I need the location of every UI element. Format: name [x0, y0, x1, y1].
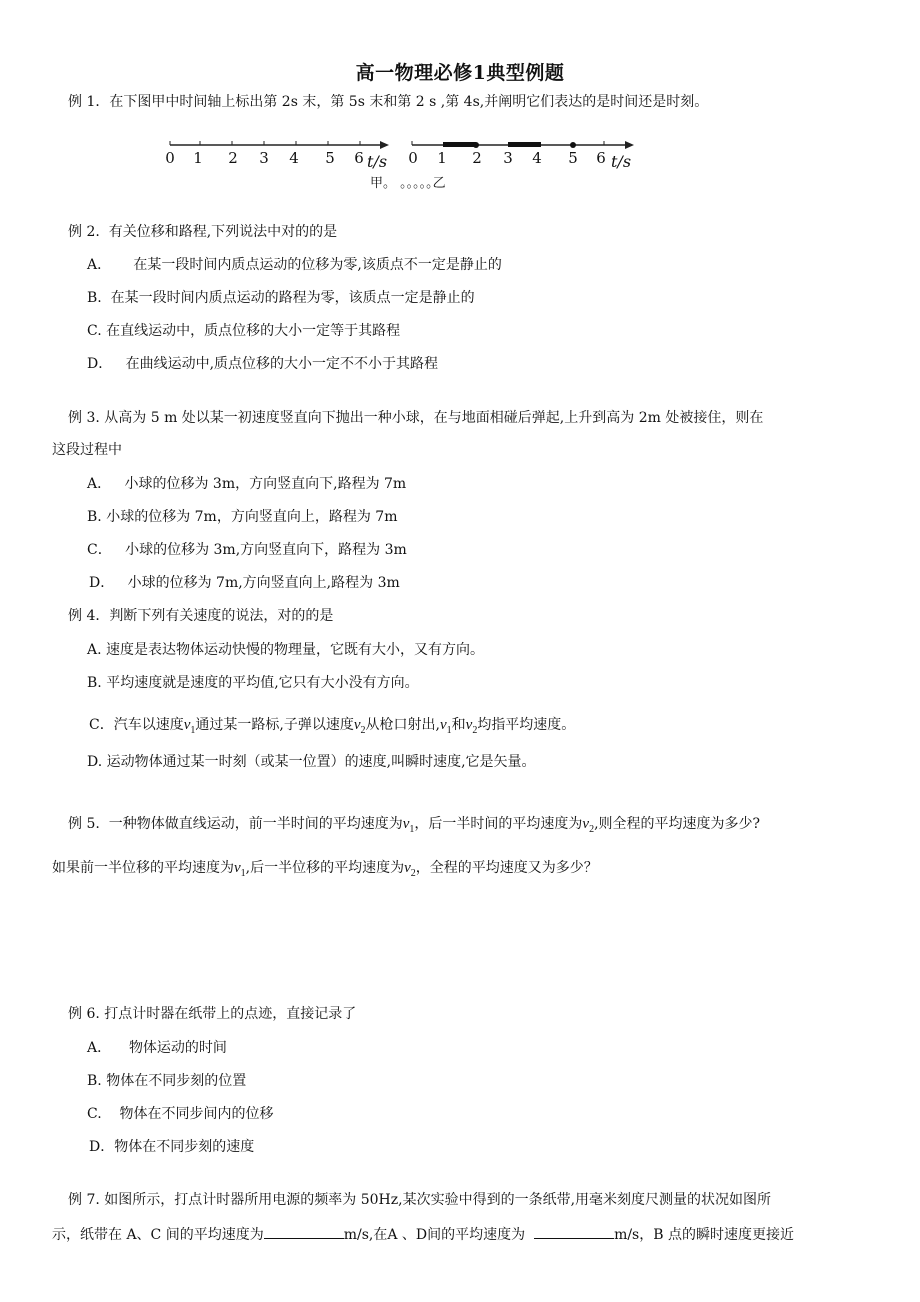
svg-text:6: 6 — [596, 149, 606, 167]
svg-text:5: 5 — [325, 149, 335, 167]
option-label: B. — [87, 509, 102, 525]
text-run: 通过某一路标,子弹以速度 — [195, 717, 354, 733]
answer-blank-ad[interactable] — [534, 1224, 614, 1239]
v1-symbol: $v_1$ — [234, 860, 246, 879]
answer-blank-ac[interactable] — [264, 1224, 344, 1239]
option-text: 在某一段时间内质点运动的位移为零,该质点不一定是静止的 — [133, 257, 502, 273]
text-run: 一种物体做直线运动，前一半时间的平均速度为 — [108, 816, 403, 832]
option-text: 物体运动的时间 — [128, 1040, 227, 1056]
option-text: 物体在不同步刻的速度 — [114, 1139, 255, 1155]
v2-symbol: $v_2$ — [353, 717, 366, 736]
svg-text:6: 6 — [354, 149, 364, 167]
v2-symbol: $v_2$ — [465, 717, 478, 736]
example-prefix: 例 1． — [68, 94, 110, 110]
example-text: 打点计时器在纸带上的点迹，直接记录了 — [104, 1006, 357, 1022]
example-2-question — [68, 222, 337, 242]
example-5-question — [68, 814, 760, 840]
option-label: B. — [87, 675, 102, 691]
example-prefix: 例 3. — [68, 410, 100, 426]
timeline-axes-svg — [160, 130, 660, 175]
option-text: 在直线运动中，质点位移的大小一定等于其路程 — [106, 323, 401, 339]
option-label: A． — [87, 476, 112, 492]
text-run: 和 — [451, 717, 466, 733]
text-run: m/s，B 点的瞬时速度更接近 — [614, 1227, 794, 1243]
option-text: 物体在不同步间内的位移 — [119, 1106, 274, 1122]
option-label: C. — [87, 1106, 102, 1122]
svg-text:2: 2 — [472, 149, 482, 167]
option-label: C． — [87, 542, 112, 558]
example-7-question-cont — [52, 1224, 794, 1245]
option-label: D． — [89, 575, 115, 591]
v2-symbol: $v_2$ — [404, 860, 416, 879]
option-label: A． — [87, 257, 112, 273]
text-run: ,则全程的平均速度为多少? — [594, 816, 761, 832]
text-run: 从枪口射出, — [365, 717, 440, 733]
option-label: B. — [87, 290, 102, 306]
text-run: m/s,在A 、D间的平均速度为 — [343, 1227, 526, 1243]
example-6-question — [68, 1004, 356, 1024]
example-text: 从高为 5 m 处以某一初速度竖直向下抛出一种小球，在与地面相碰后弹起,上升到高为 2m 处被接住，则在 — [104, 410, 764, 426]
option-label: B. — [87, 1073, 102, 1089]
option-label: C． — [89, 717, 114, 733]
example-3-option-d — [89, 573, 400, 593]
svg-text:3: 3 — [503, 149, 513, 167]
example-3-option-a — [87, 474, 406, 494]
example-6-option-c — [87, 1104, 273, 1124]
example-6-option-b — [87, 1071, 246, 1091]
option-text: 小球的位移为 7m，方向竖直向上，路程为 7m — [106, 509, 398, 525]
option-text: 在某一段时间内质点运动的路程为零，该质点一定是静止的 — [110, 290, 475, 306]
option-text: 运动物体通过某一时刻（或某一位置）的速度,叫瞬时速度,它是矢量。 — [106, 754, 536, 770]
text-run: ，后一半时间的平均速度为 — [414, 816, 583, 832]
example-5-question-cont — [52, 858, 598, 884]
option-text: 速度是表达物体运动快慢的物理量，它既有大小，又有方向。 — [106, 642, 485, 658]
example-text: 有关位移和路程,下列说法中对的的是 — [108, 224, 338, 240]
text-run: 示，纸带在 A、C 间的平均速度为 — [52, 1227, 264, 1243]
text-run: 如果前一半位移的平均速度为 — [52, 860, 234, 876]
example-2-option-b — [87, 288, 475, 308]
example-4-option-d — [87, 752, 536, 772]
svg-text:t/s: t/s — [367, 152, 388, 171]
text-run: 汽车以速度 — [113, 717, 184, 733]
v1-symbol: $v_1$ — [439, 717, 452, 736]
example-6-option-d — [89, 1137, 254, 1157]
text-run: 均指平均速度。 — [477, 717, 576, 733]
example-4-option-b — [87, 673, 419, 693]
v1-symbol: $v_1$ — [402, 816, 415, 835]
example-text: 如图所示，打点计时器所用电源的频率为 50Hz,某次实验中得到的一条纸带,用毫米刻度尺测量的状况如图所 — [104, 1192, 772, 1208]
svg-text:4: 4 — [289, 149, 299, 167]
svg-text:4: 4 — [532, 149, 542, 167]
option-label: D. — [87, 754, 103, 770]
example-prefix: 例 6. — [68, 1006, 100, 1022]
option-label: D． — [87, 356, 113, 372]
v2-symbol: $v_2$ — [582, 816, 595, 835]
svg-text:5: 5 — [568, 149, 578, 167]
svg-text:2: 2 — [228, 149, 238, 167]
diagram-caption: 甲。 ｡｡｡｡｡乙 — [370, 176, 446, 191]
svg-text:3: 3 — [259, 149, 269, 167]
v1-symbol: $v_1$ — [183, 717, 196, 736]
example-prefix: 例 4． — [68, 608, 110, 624]
example-prefix: 例 5. — [68, 816, 100, 832]
option-text: 在曲线运动中,质点位移的大小一定不不小于其路程 — [125, 356, 439, 372]
example-prefix: 例 7. — [68, 1192, 100, 1208]
example-3-option-c — [87, 540, 407, 560]
option-label: C. — [87, 323, 102, 339]
example-2-option-a — [87, 255, 502, 275]
text-run: ，全程的平均速度又为多少？ — [415, 860, 598, 876]
option-text: 小球的位移为 3m，方向竖直向下,路程为 7m — [124, 476, 407, 492]
example-4-question — [68, 606, 333, 626]
example-text: 在下图甲中时间轴上标出第 2s 末，第 5s 末和第 2 s ,第 4s,并阐明它们表达的是时间还是时刻。 — [109, 94, 709, 110]
option-label: D． — [89, 1139, 115, 1155]
option-label: A. — [87, 642, 102, 658]
page-title: 高一物理必修1典型例题 — [355, 62, 565, 84]
example-3-question-cont: 这段过程中 — [52, 442, 122, 458]
svg-text:1: 1 — [193, 149, 203, 167]
example-4-option-a — [87, 640, 484, 660]
svg-text:1: 1 — [437, 149, 447, 167]
option-label: A． — [87, 1040, 112, 1056]
example-6-option-a — [87, 1038, 227, 1058]
axis-yi — [408, 141, 634, 171]
example-1-question — [68, 92, 708, 112]
example-2-option-c — [87, 321, 400, 341]
option-text: 小球的位移为 7m,方向竖直向上,路程为 3m — [127, 575, 400, 591]
example-4-option-c — [89, 715, 575, 741]
svg-text:0: 0 — [165, 149, 175, 167]
example-2-option-d — [87, 354, 438, 374]
axis-jia — [165, 141, 389, 171]
example-prefix: 例 2. — [68, 224, 100, 240]
option-text: 物体在不同步刻的位置 — [106, 1073, 247, 1089]
svg-text:t/s: t/s — [611, 152, 632, 171]
example-text: 判断下列有关速度的说法，对的的是 — [109, 608, 334, 624]
text-run: ,后一半位移的平均速度为 — [245, 860, 405, 876]
option-text: 平均速度就是速度的平均值,它只有大小没有方向。 — [106, 675, 419, 691]
example-7-question — [68, 1190, 771, 1210]
example-3-option-b — [87, 507, 397, 527]
option-text: 小球的位移为 3m,方向竖直向下，路程为 3m — [125, 542, 407, 558]
svg-text:0: 0 — [408, 149, 418, 167]
example-3-question — [68, 408, 763, 428]
